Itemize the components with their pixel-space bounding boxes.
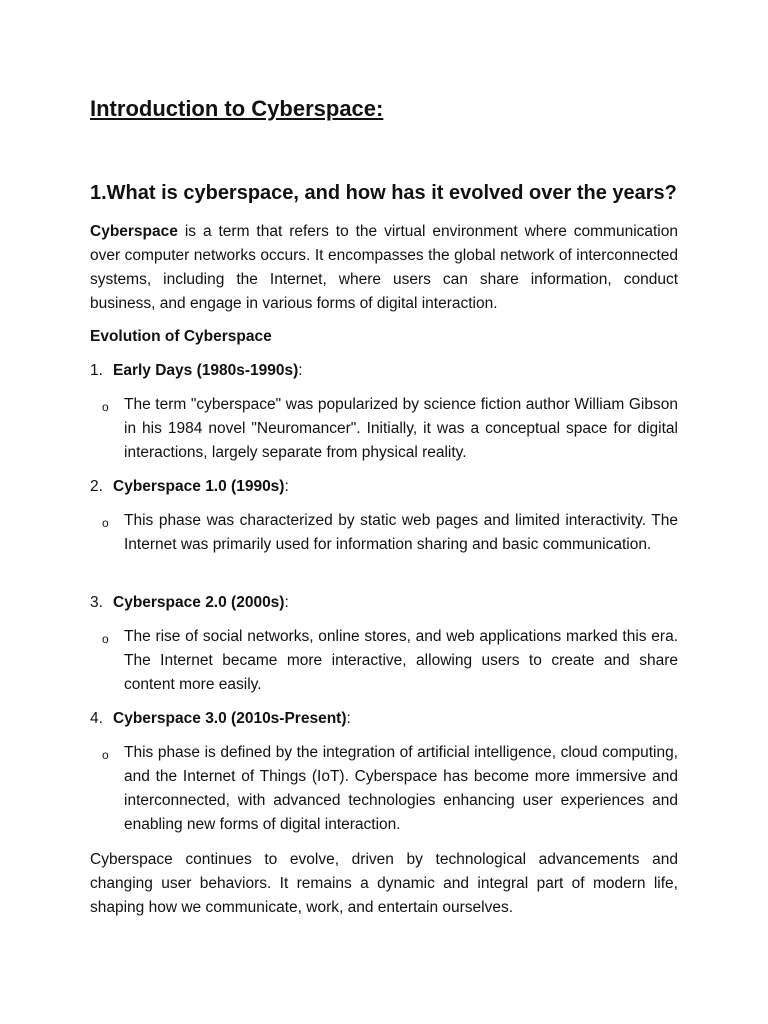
- bullet-text: The rise of social networks, online stores, and web applications marked this era. The Internet became more interactive, allowing users to create and share content more easily.: [124, 628, 678, 693]
- stage-bullet: [90, 625, 678, 697]
- conclusion-paragraph: Cyberspace continues to evolve, driven by technological advancements and changing user behaviors. It remains a dynamic and integral part of modern life, shaping how we communicate, work, and entertain ourselves.: [90, 851, 678, 916]
- stage-bullet: [90, 741, 678, 837]
- bullet-icon: o: [102, 748, 109, 762]
- bullet-icon: o: [102, 516, 109, 530]
- stage-heading: 1. Early Days (1980s-1990s):: [90, 362, 303, 379]
- page-title: Introduction to Cyberspace:: [90, 96, 384, 121]
- stage-heading: 2. Cyberspace 1.0 (1990s):: [90, 478, 289, 495]
- intro-term: Cyberspace: [90, 223, 178, 240]
- stage-label: Cyberspace 3.0 (2010s-Present): [113, 710, 347, 727]
- stage-label: Cyberspace 1.0 (1990s): [113, 478, 285, 495]
- intro-text: is a term that refers to the virtual environment where communication over computer networks occurs. It encompasses the global network of interconnected systems, including the Internet, where users can share information, conduct business, and engage in various forms of digital interaction.: [90, 223, 678, 312]
- stage-heading: 3. Cyberspace 2.0 (2000s):: [90, 594, 289, 611]
- evolution-heading: Evolution of Cyberspace: [90, 328, 272, 345]
- bullet-text: This phase is defined by the integration of artificial intelligence, cloud computing, and the Internet of Things (IoT). Cyberspace has become more immersive and interconnected, with advanced technologies enhancing user experiences and enabling new forms of digital interaction.: [124, 744, 678, 833]
- stage-label: Early Days (1980s-1990s): [113, 362, 299, 379]
- intro-paragraph: [90, 220, 678, 316]
- bullet-text: This phase was characterized by static web pages and limited interactivity. The Internet was primarily used for information sharing and basic communication.: [124, 512, 678, 553]
- stage-bullet: [90, 509, 678, 557]
- question-heading: 1.What is cyberspace, and how has it evolved over the years?: [90, 182, 677, 204]
- bullet-icon: o: [102, 632, 109, 646]
- stage-bullet: [90, 393, 678, 465]
- bullet-text: The term "cyberspace" was popularized by science fiction author William Gibson in his 1984 novel "Neuromancer". Initially, it was a conceptual space for digital interactions, largely separate from physical reality.: [124, 396, 678, 461]
- stage-label: Cyberspace 2.0 (2000s): [113, 594, 285, 611]
- bullet-icon: o: [102, 400, 109, 414]
- stage-heading: 4. Cyberspace 3.0 (2010s-Present):: [90, 710, 351, 727]
